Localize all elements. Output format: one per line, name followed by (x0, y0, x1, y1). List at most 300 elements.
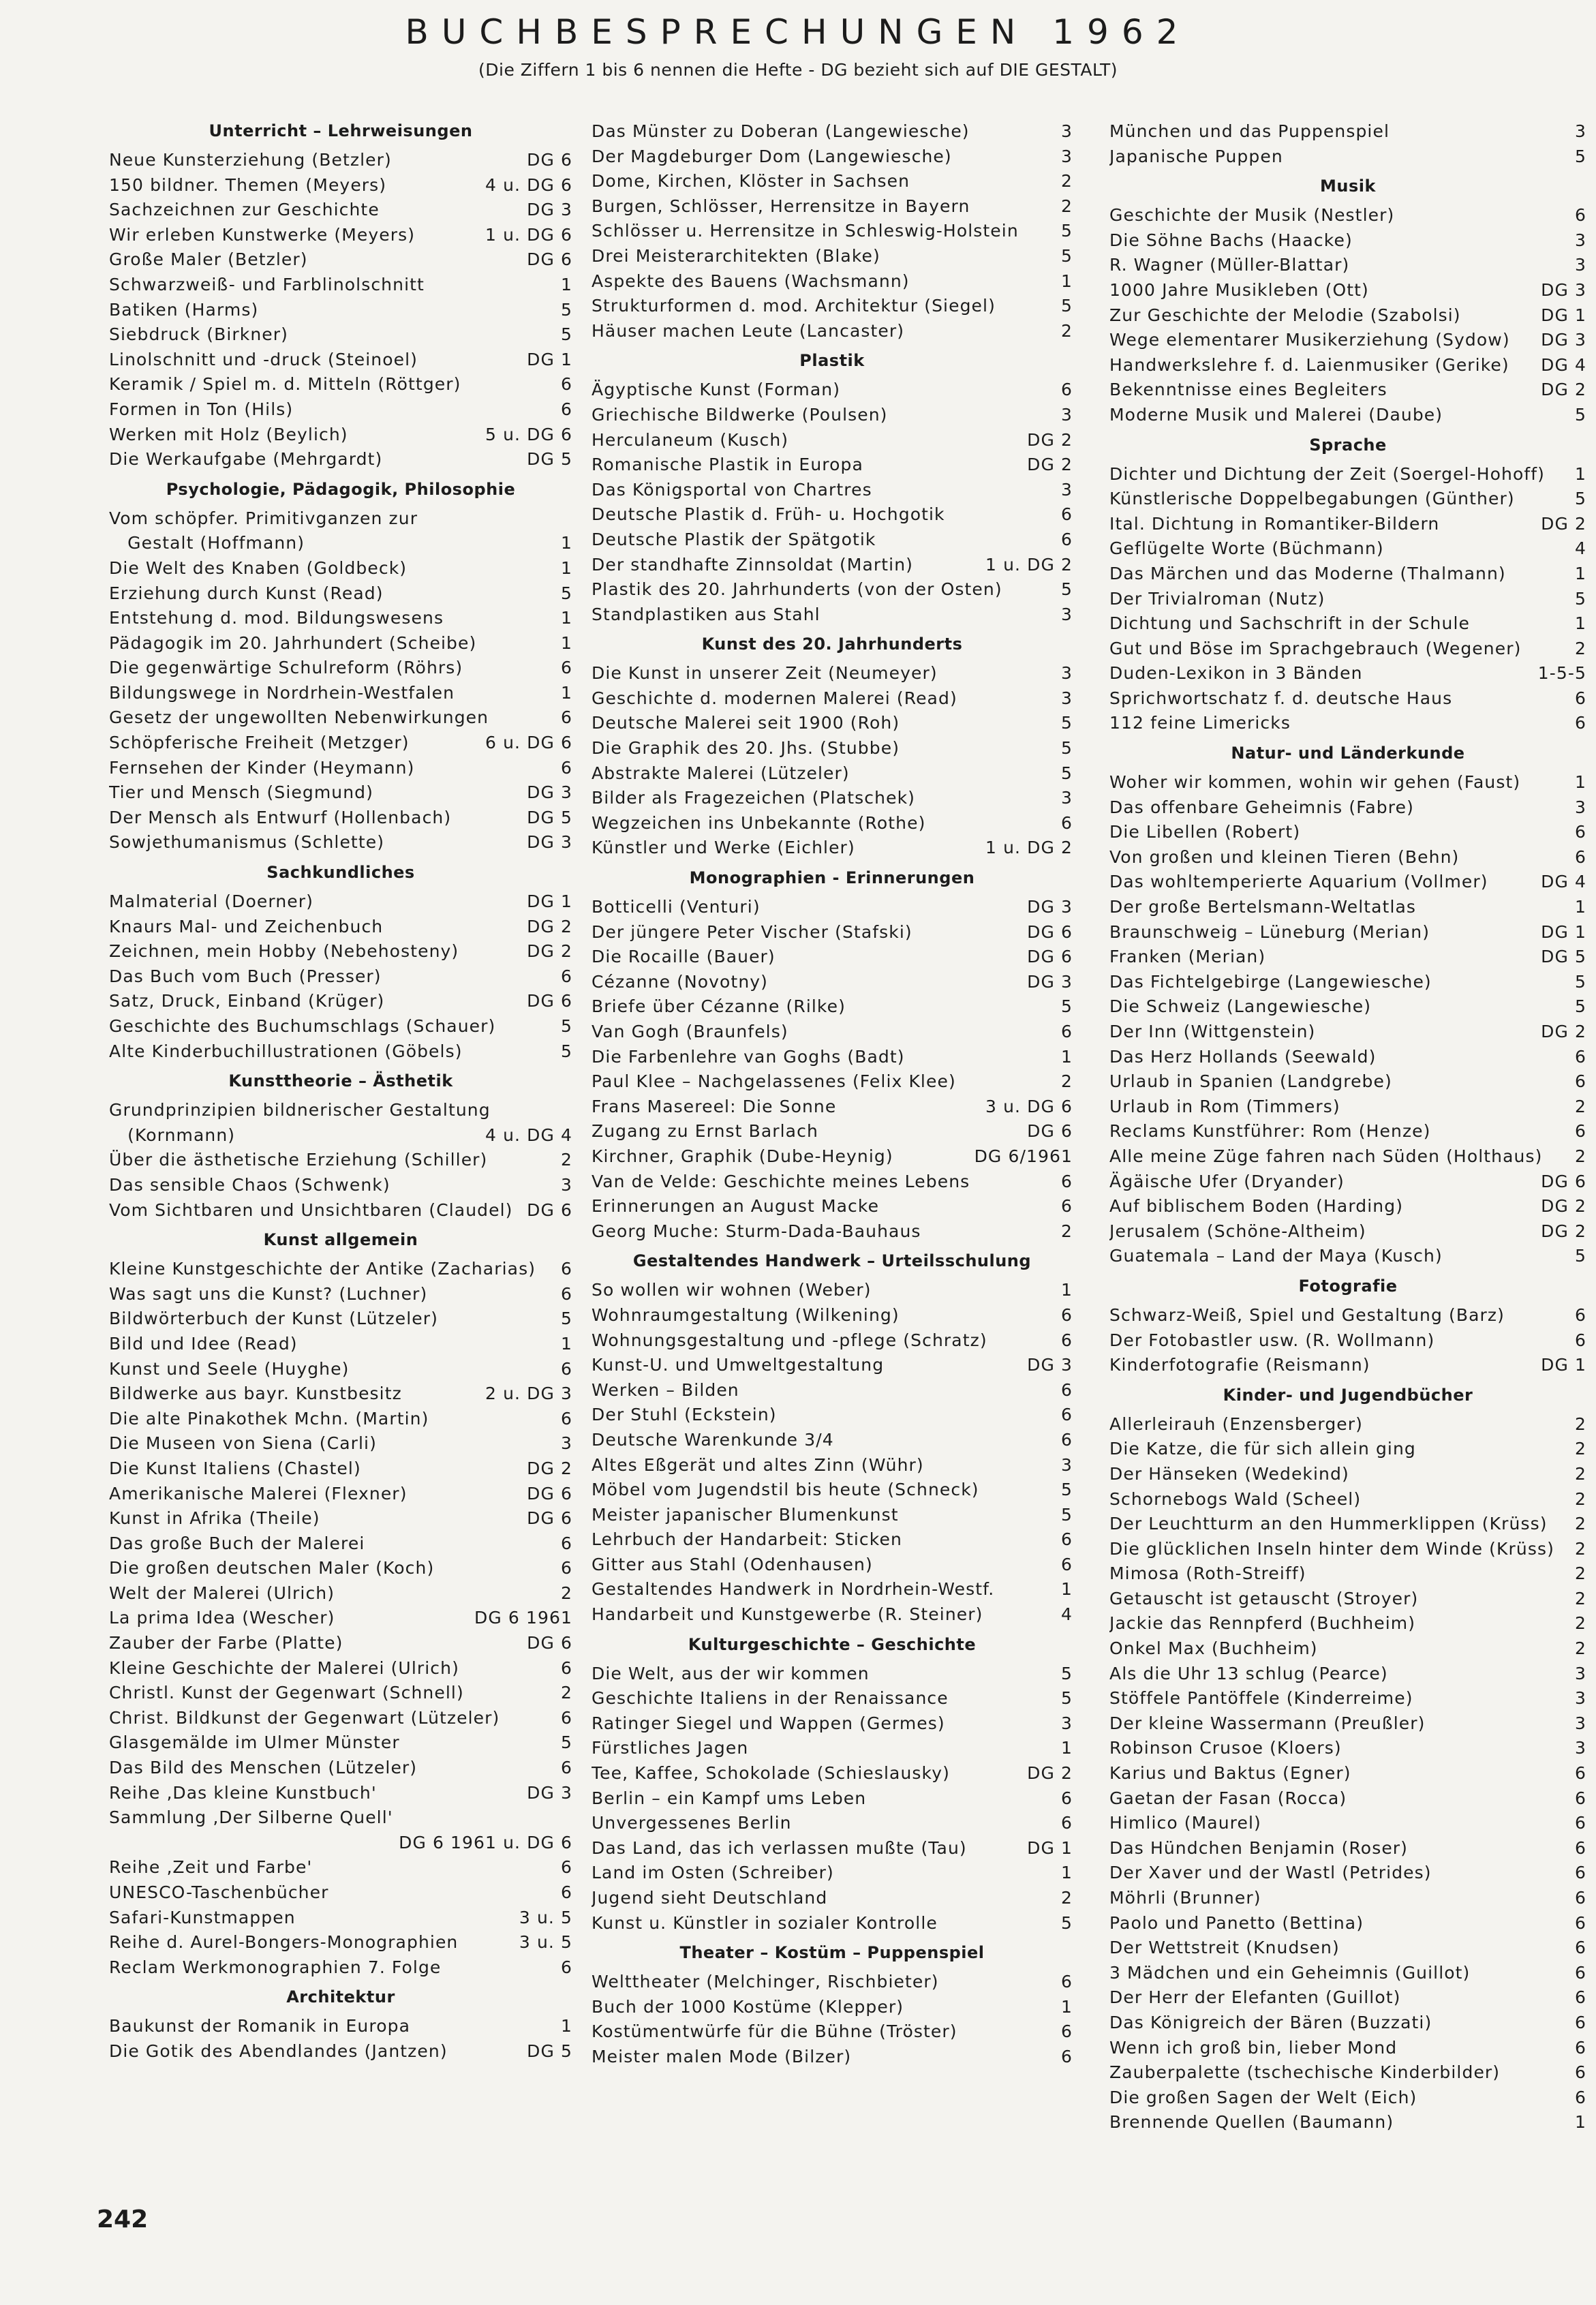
review-entry (592, 1995, 1073, 2020)
review-section (1109, 433, 1586, 737)
column-3 (1109, 119, 1586, 2135)
issue-reference: 1 u. DG 2 (985, 838, 1073, 858)
book-title: Schornebogs Wald (Scheel) (1109, 1489, 1362, 1509)
review-entry (109, 1257, 572, 1282)
review-entry (592, 786, 1073, 811)
review-entry (592, 1711, 1073, 1737)
review-entry (1109, 1861, 1586, 1886)
issue-reference: DG 6 (1027, 1121, 1073, 1142)
issue-reference: 6 (1060, 380, 1073, 400)
review-entry (109, 2014, 572, 2039)
book-title: Der Trivialroman (Nutz) (1109, 588, 1325, 609)
section-heading: Kinder- und Jugendbücher (1223, 1385, 1473, 1405)
issue-reference: 6 (560, 399, 572, 419)
review-entry (109, 447, 572, 472)
issue-reference: 1 (1574, 772, 1586, 793)
review-entry (109, 915, 572, 940)
book-title: Vom schöpfer. Primitivganzen zur (109, 508, 418, 528)
book-title: Die Museen von Siena (Carli) (109, 1433, 377, 1454)
review-entry (109, 1382, 572, 1407)
review-entry (109, 1906, 572, 1931)
book-title: Die Welt des Knaben (Goldbeck) (109, 558, 408, 578)
review-entry (1109, 1711, 1586, 1737)
section-heading: Kulturgeschichte – Geschichte (688, 1634, 977, 1654)
book-title: Keramik / Spiel m. d. Mitteln (Röttger) (109, 374, 461, 395)
review-entry (1109, 661, 1586, 686)
issue-reference: 6 (1574, 713, 1586, 733)
book-title: Die Libellen (Robert) (1109, 822, 1301, 842)
review-section (592, 866, 1073, 1244)
issue-reference: 1 (1060, 1046, 1073, 1067)
issue-reference: 4 u. DG 6 (485, 174, 572, 195)
book-title: Reihe ‚Das kleine Kunstbuch' (109, 1782, 377, 1803)
review-entry (592, 478, 1073, 503)
issue-reference: 1 u. DG 2 (985, 554, 1073, 575)
review-section (109, 478, 572, 855)
review-entry (1109, 611, 1586, 637)
review-section (592, 1249, 1073, 1627)
book-title: Botticelli (Venturi) (592, 897, 761, 917)
book-title: Urlaub in Rom (Timmers) (1109, 1096, 1340, 1116)
issue-reference: 5 (560, 1041, 572, 1061)
issue-reference: 1 (560, 533, 572, 553)
review-entry (109, 372, 572, 397)
issue-reference: 6 (560, 966, 572, 986)
book-title: Karius und Baktus (Egner) (1109, 1763, 1351, 1784)
book-title: Fernsehen der Kinder (Heymann) (109, 757, 415, 778)
issue-reference: 2 (1060, 171, 1073, 192)
issue-reference: 1 (1060, 1863, 1073, 1883)
review-entry (1109, 1587, 1586, 1612)
review-entry (109, 989, 572, 1014)
book-title: Getauscht ist getauscht (Stroyer) (1109, 1588, 1419, 1608)
review-entry (1109, 462, 1586, 487)
issue-reference: DG 6 (527, 150, 572, 170)
book-title: Jerusalem (Schöne-Altheim) (1109, 1221, 1366, 1241)
issue-reference: 5 (1574, 996, 1586, 1017)
issue-reference: 2 (1060, 196, 1073, 216)
book-title: Das große Buch der Malerei (109, 1533, 365, 1553)
review-section (109, 1069, 572, 1223)
book-title: Werken – Bilden (592, 1379, 739, 1400)
issue-reference: 2 (1060, 1888, 1073, 1908)
book-title: Zur Geschichte der Melodie (Szabolsi) (1109, 305, 1461, 325)
review-entry (1109, 144, 1586, 170)
book-title: Die gegenwärtige Schulreform (Röhrs) (109, 658, 463, 678)
issue-reference: DG 1 (1541, 1355, 1586, 1375)
issue-reference: 1 (1574, 613, 1586, 634)
book-title: Alle meine Züge fahren nach Süden (Holthaus) (1109, 1146, 1543, 1166)
issue-reference: 1 (1060, 1280, 1073, 1300)
review-entry (109, 1148, 572, 1173)
review-entry (109, 1123, 572, 1148)
issue-reference: 6 (1574, 822, 1586, 842)
issue-reference: 6 (1060, 1554, 1073, 1574)
book-title: Handarbeit und Kunstgewerbe (R. Steiner) (592, 1604, 983, 1625)
issue-reference: 6 (560, 1408, 572, 1429)
book-title: Entstehung d. mod. Bildungswesens (109, 608, 444, 628)
book-title: (Kornmann) (109, 1125, 236, 1145)
review-section (1109, 1274, 1586, 1378)
review-section (592, 1633, 1073, 1936)
book-title: 3 Mädchen und ein Geheimnis (Guillot) (1109, 1962, 1471, 1983)
review-entry (1109, 1636, 1586, 1662)
book-title: Malmaterial (Doerner) (109, 891, 314, 912)
review-entry (1109, 1170, 1586, 1195)
issue-reference: 3 u. DG 6 (985, 1096, 1073, 1116)
review-entry (592, 1662, 1073, 1687)
issue-reference: 6 (1060, 1330, 1073, 1350)
issue-reference: 1 (560, 2016, 572, 2036)
book-title: Die Kunst in unserer Zeit (Neumeyer) (592, 663, 938, 684)
issue-reference: 6 (560, 1259, 572, 1279)
issue-reference: 4 (1060, 1604, 1073, 1625)
issue-reference: 1 (560, 274, 572, 294)
issue-reference: 4 (1574, 538, 1586, 559)
review-entry (109, 1332, 572, 1357)
review-entry (592, 219, 1073, 244)
issue-reference: 5 (1060, 579, 1073, 600)
review-entry (592, 661, 1073, 686)
issue-reference: 6 (1060, 1405, 1073, 1425)
book-title: Paul Klee – Nachgelassenes (Felix Klee) (592, 1071, 956, 1092)
review-entry (1109, 1412, 1586, 1437)
issue-reference: 5 (1574, 1246, 1586, 1266)
issue-reference: 3 (560, 1174, 572, 1195)
review-entry (592, 1970, 1073, 1995)
review-entry (109, 322, 572, 348)
issue-reference: 6 u. DG 6 (485, 733, 572, 753)
issue-reference: 6 (1574, 688, 1586, 708)
review-entry (592, 1786, 1073, 1812)
review-entry (109, 423, 572, 448)
book-title: Berlin – ein Kampf ums Leben (592, 1788, 867, 1808)
issue-reference: 3 (1574, 1688, 1586, 1709)
book-title: Altes Eßgerät und altes Zinn (Wühr) (592, 1454, 924, 1475)
book-title: Welttheater (Melchinger, Rischbieter) (592, 1972, 939, 1992)
review-entry (592, 895, 1073, 920)
review-entry (592, 528, 1073, 553)
issue-reference: 4 u. DG 4 (485, 1125, 572, 1145)
review-entry (109, 681, 572, 706)
book-title: Als die Uhr 13 schlug (Pearce) (1109, 1663, 1388, 1683)
issue-reference: DG 5 (1541, 947, 1586, 967)
issue-reference: DG 3 (527, 200, 572, 220)
issue-reference: 2 (1574, 1463, 1586, 1484)
issue-reference: DG 4 (1541, 872, 1586, 892)
review-entry (109, 631, 572, 656)
book-title: Die Graphik des 20. Jhs. (Stubbe) (592, 738, 900, 759)
issue-reference: 6 (1060, 504, 1073, 525)
book-title: Zeichnen, mein Hobby (Nebehosteny) (109, 941, 459, 962)
book-title: Tier und Mensch (Siegmund) (109, 782, 373, 803)
review-entry (1109, 2036, 1586, 2061)
review-entry (109, 756, 572, 781)
review-entry (1109, 512, 1586, 537)
review-entry (1109, 378, 1586, 403)
issue-reference: 1 (560, 682, 572, 703)
review-entry (1109, 1537, 1586, 1562)
book-title: Formen in Ton (Hils) (109, 399, 294, 419)
book-title: Der Wettstreit (Knudsen) (1109, 1938, 1340, 1958)
book-title: Deutsche Malerei seit 1900 (Roh) (592, 713, 900, 733)
review-entry (109, 964, 572, 990)
review-entry (109, 1039, 572, 1065)
issue-reference: 6 (1574, 1863, 1586, 1883)
issue-reference: 2 (1574, 1146, 1586, 1166)
review-entry (1109, 1095, 1586, 1120)
book-title: Schöpferische Freiheit (Metzger) (109, 733, 410, 753)
issue-reference: 6 (560, 1882, 572, 1902)
review-entry (592, 1219, 1073, 1245)
review-entry (592, 502, 1073, 528)
book-title: Alte Kinderbuchillustrationen (Göbels) (109, 1041, 463, 1061)
issue-reference: 6 (1574, 1788, 1586, 1808)
issue-reference: DG 1 (527, 891, 572, 912)
book-title: Ägyptische Kunst (Forman) (592, 380, 841, 400)
issue-reference: DG 6/1961 (974, 1146, 1073, 1166)
issue-reference: 1 u. DG 6 (485, 224, 572, 245)
book-title: Baukunst der Romanik in Europa (109, 2016, 410, 2036)
review-entry (592, 761, 1073, 787)
issue-reference: 3 (1574, 1663, 1586, 1683)
page-number: 242 (97, 2205, 149, 2233)
issue-reference: 5 (560, 1732, 572, 1753)
book-title: Das Königreich der Bären (Buzzati) (1109, 2012, 1432, 2032)
section-heading: Musik (1320, 177, 1376, 196)
book-title: Satz, Druck, Einband (Krüger) (109, 991, 385, 1011)
review-entry (592, 378, 1073, 403)
review-entry (1109, 1811, 1586, 1836)
book-title: Das offenbare Geheimnis (Fabre) (1109, 797, 1414, 817)
issue-reference: DG 6 1961 (474, 1608, 572, 1628)
book-title: Die Welt, aus der wir kommen (592, 1663, 870, 1683)
book-title: Zauberpalette (tschechische Kinderbilder) (1109, 2062, 1501, 2083)
review-entry (592, 1686, 1073, 1711)
book-title: Allerleirauh (Enzensberger) (1109, 1414, 1363, 1434)
book-title: Kunst u. Künstler in sozialer Kontrolle (592, 1912, 938, 1933)
review-entry (1109, 1736, 1586, 1761)
review-entry (1109, 1761, 1586, 1786)
section-heading: Gestaltendes Handwerk – Urteilsschulung (632, 1251, 1032, 1271)
review-entry (1109, 1985, 1586, 2011)
column-2 (592, 119, 1073, 2070)
book-title: Paolo und Panetto (Bettina) (1109, 1912, 1364, 1933)
book-title: Wohnraumgestaltung (Wilkening) (592, 1304, 900, 1325)
book-title: Van Gogh (Braunfels) (592, 1022, 788, 1041)
review-entry (592, 144, 1073, 170)
book-title: Bild und Idee (Read) (109, 1333, 298, 1354)
review-entry (1109, 2086, 1586, 2111)
issue-reference: 6 (1574, 1938, 1586, 1958)
issue-reference: 5 (1574, 489, 1586, 509)
issue-reference: 3 (1060, 1454, 1073, 1475)
book-title: Robinson Crusoe (Kloers) (1109, 1738, 1342, 1758)
issue-reference: 6 (1574, 205, 1586, 226)
issue-reference: 6 (560, 1957, 572, 1977)
review-entry (109, 1431, 572, 1456)
book-title: Schwarz-Weiß, Spiel und Gestaltung (Barz) (1109, 1304, 1505, 1325)
review-entry (592, 577, 1073, 602)
review-entry (1109, 1611, 1586, 1636)
review-entry (592, 1577, 1073, 1602)
review-entry (109, 2039, 572, 2064)
book-title: Siebdruck (Birkner) (109, 324, 288, 345)
review-entry (1109, 228, 1586, 254)
book-title: Das Land, das ich verlassen mußte (Tau) (592, 1837, 967, 1858)
review-entry (109, 1756, 572, 1781)
book-title: Der Mensch als Entwurf (Hollenbach) (109, 807, 452, 827)
book-title: Linolschnitt und -druck (Steinoel) (109, 349, 418, 369)
page-title: BUCHBESPRECHUNGEN 1962 (405, 12, 1191, 52)
book-title: Das Münster zu Doberan (Langewiesche) (592, 121, 970, 141)
issue-reference: DG 2 (1541, 1221, 1586, 1241)
issue-reference: DG 6 (527, 1200, 572, 1220)
review-entry (109, 531, 572, 556)
book-title: Mimosa (Roth-Streiff) (1109, 1563, 1306, 1584)
book-title: Der Xaver und der Wastl (Petrides) (1109, 1863, 1432, 1883)
review-section (109, 119, 572, 472)
issue-reference: 3 u. 5 (519, 1932, 572, 1953)
review-entry (592, 1428, 1073, 1453)
review-entry (1109, 1045, 1586, 1070)
review-entry (109, 731, 572, 756)
book-title: Briefe über Cézanne (Rilke) (592, 996, 846, 1017)
book-title: Die Farbenlehre van Goghs (Badt) (592, 1046, 905, 1067)
issue-reference: 6 (1060, 1304, 1073, 1325)
book-title: 1000 Jahre Musikleben (Ott) (1109, 279, 1369, 300)
issue-reference: 5 (1060, 1663, 1073, 1683)
issue-reference: 3 (1574, 1713, 1586, 1733)
issue-reference: 5 (1060, 763, 1073, 783)
issue-reference: DG 2 (527, 916, 572, 936)
review-entry (109, 606, 572, 631)
book-title: Kleine Kunstgeschichte der Antike (Zacharias) (109, 1259, 536, 1279)
issue-reference: 6 (560, 1358, 572, 1379)
book-title: Batiken (Harms) (109, 299, 259, 320)
book-title: Onkel Max (Buchheim) (1109, 1638, 1318, 1659)
review-entry (592, 553, 1073, 578)
issue-reference: 1 (1060, 1579, 1073, 1600)
review-entry (109, 656, 572, 681)
review-entry (1109, 920, 1586, 945)
issue-reference: DG 2 (527, 1458, 572, 1478)
book-title: Schlösser u. Herrensitze in Schleswig-Holstein (592, 221, 1019, 241)
review-entry (592, 1194, 1073, 1219)
issue-reference: DG 2 (1541, 380, 1586, 400)
issue-reference: 1 (1574, 2112, 1586, 2133)
issue-reference: 1 (560, 632, 572, 653)
book-title: Sammlung ‚Der Silberne Quell' (109, 1807, 393, 1828)
review-entry (592, 428, 1073, 453)
book-title: Was sagt uns die Kunst? (Luchner) (109, 1283, 428, 1304)
issue-reference: 6 (1060, 1813, 1073, 1833)
book-title: Geschichte Italiens in der Renaissance (592, 1688, 949, 1709)
review-entry (592, 1119, 1073, 1144)
book-title: Kleine Geschichte der Malerei (Ulrich) (109, 1658, 459, 1678)
issue-reference: 5 (560, 1016, 572, 1036)
book-title: Dichtung und Sachschrift in der Schule (1109, 613, 1470, 634)
review-entry (592, 194, 1073, 219)
issue-reference: DG 1 (527, 349, 572, 369)
review-entry (1109, 536, 1586, 562)
review-entry (1109, 1219, 1586, 1245)
review-entry (1109, 1462, 1586, 1487)
review-entry (592, 1503, 1073, 1528)
review-entry (592, 1144, 1073, 1170)
issue-reference: 5 (560, 583, 572, 603)
book-title: Frans Masereel: Die Sonne (592, 1096, 837, 1116)
book-title: Künstlerische Doppelbegabungen (Günther) (1109, 489, 1515, 509)
issue-reference: DG 6 1961 u. DG 6 (399, 1832, 572, 1852)
issue-reference: 5 (560, 299, 572, 320)
review-section (1109, 1384, 1586, 2135)
issue-reference: 1-5-5 (1537, 663, 1586, 684)
issue-reference: 3 (560, 1433, 572, 1454)
review-entry (1109, 637, 1586, 662)
issue-reference: 5 (1060, 1480, 1073, 1500)
section-heading: Theater – Kostüm – Puppenspiel (679, 1943, 985, 1963)
review-entry (1109, 1020, 1586, 1045)
book-title: Knaurs Mal- und Zeichenbuch (109, 916, 384, 936)
review-entry (592, 294, 1073, 319)
book-title: Aspekte des Bauens (Wachsmann) (592, 271, 910, 291)
review-entry (592, 1378, 1073, 1403)
book-title: Wir erleben Kunstwerke (Meyers) (109, 224, 416, 245)
review-entry (592, 945, 1073, 970)
issue-reference: DG 6 (1027, 921, 1073, 942)
review-entry (1109, 795, 1586, 821)
review-entry (592, 1553, 1073, 1578)
issue-reference: DG 6 (527, 991, 572, 1011)
review-entry (592, 1095, 1073, 1120)
book-title: Das Königsportal von Chartres (592, 479, 872, 500)
issue-reference: 6 (1060, 1379, 1073, 1400)
issue-reference: DG 6 (527, 249, 572, 270)
issue-reference: 6 (1574, 2087, 1586, 2107)
review-entry (109, 1531, 572, 1557)
book-title: Burgen, Schlösser, Herrensitze in Bayern (592, 196, 970, 216)
review-section (1109, 174, 1586, 427)
section-heading: Kunsttheorie – Ästhetik (228, 1071, 453, 1091)
review-entry (592, 811, 1073, 836)
book-title: Möhrli (Brunner) (1109, 1888, 1261, 1908)
issue-reference: 3 (1060, 604, 1073, 624)
issue-reference: DG 6 (1027, 947, 1073, 967)
book-title: Japanische Puppen (1109, 146, 1283, 166)
review-entry (1109, 353, 1586, 378)
book-title: Der Inn (Wittgenstein) (1109, 1022, 1316, 1041)
book-title: Duden-Lexikon in 3 Bänden (1109, 663, 1363, 684)
issue-reference: 2 u. DG 3 (485, 1384, 572, 1404)
review-entry (109, 1556, 572, 1581)
review-entry (1109, 1303, 1586, 1328)
book-title: Das wohltemperierte Aquarium (Vollmer) (1109, 872, 1488, 892)
issue-reference: 3 (1060, 121, 1073, 141)
issue-reference: 6 (1060, 812, 1073, 833)
issue-reference: 2 (1060, 1221, 1073, 1241)
review-entry (592, 920, 1073, 945)
issue-reference: 5 (1060, 1912, 1073, 1933)
review-entry (592, 453, 1073, 478)
issue-reference: DG 3 (1027, 897, 1073, 917)
section-heading: Natur- und Länderkunde (1231, 744, 1465, 763)
issue-reference: 3 (1574, 121, 1586, 141)
review-entry (109, 1656, 572, 1681)
review-entry (1109, 278, 1586, 303)
review-entry (1109, 487, 1586, 512)
book-title: Der Hänseken (Wedekind) (1109, 1463, 1349, 1484)
